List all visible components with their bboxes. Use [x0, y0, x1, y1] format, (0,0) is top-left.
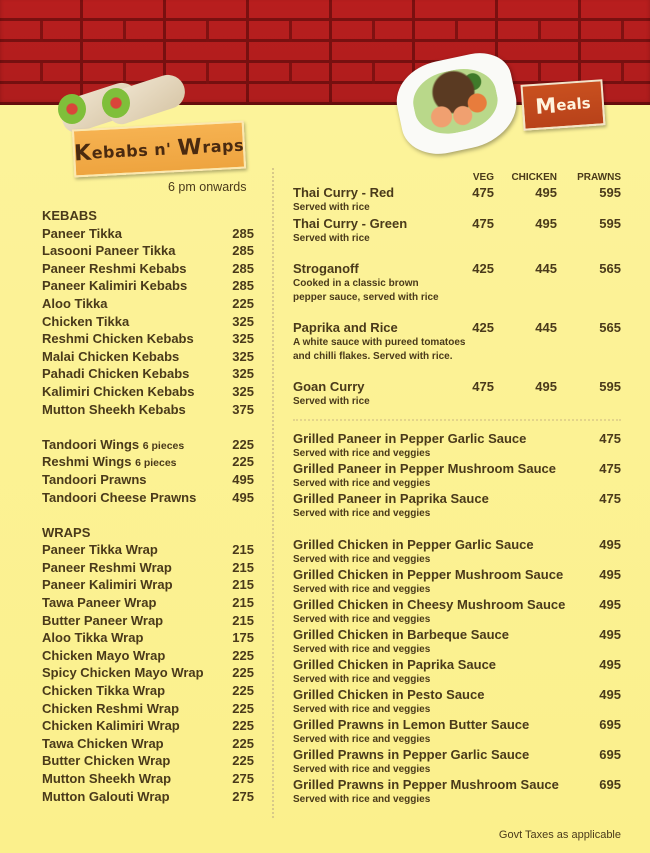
grill-description: Served with rice and veggies — [293, 764, 431, 775]
grill-item — [293, 491, 621, 521]
grill-item-row — [293, 567, 621, 583]
menu-item-row — [42, 629, 254, 647]
item-name: Paneer Kalimiri Wrap — [42, 577, 173, 593]
item-note: 6 pieces — [135, 457, 177, 470]
grill-item — [293, 567, 621, 597]
meals-section-badge — [520, 79, 605, 131]
item-name: Lasooni Paneer Tikka — [42, 243, 176, 259]
item-name: Paneer Reshmi Wrap — [42, 559, 172, 575]
col-header-chicken: CHICKEN — [511, 172, 557, 183]
grill-price: 475 — [599, 461, 621, 476]
item-price: 285 — [232, 278, 254, 294]
item-name-wrap — [42, 489, 196, 507]
grill-description: Served with rice and veggies — [293, 584, 431, 595]
grill-price: 475 — [599, 491, 621, 506]
grill-price: 495 — [599, 687, 621, 702]
item-name-wrap — [42, 383, 194, 401]
grill-name: Grilled Prawns in Pepper Garlic Sauce — [293, 747, 530, 762]
item-price: 225 — [232, 665, 254, 681]
column-divider — [272, 168, 274, 818]
menu-item-row — [42, 260, 254, 278]
grill-item-row — [293, 747, 621, 763]
item-name-wrap — [42, 647, 165, 665]
item-name-wrap — [42, 313, 129, 331]
grill-price: 495 — [599, 627, 621, 642]
item-name-wrap — [42, 752, 170, 770]
item-price: 225 — [232, 683, 254, 699]
badge-letter: M — [534, 93, 558, 119]
menu-item-row — [42, 752, 254, 770]
meal-item — [293, 260, 621, 305]
item-name-wrap — [42, 770, 171, 788]
item-price: 275 — [232, 771, 254, 786]
meal-item — [293, 319, 621, 364]
item-name-wrap — [42, 295, 108, 313]
price-prawns: 595 — [599, 185, 621, 200]
spacer — [42, 506, 254, 524]
item-name-wrap — [42, 682, 165, 700]
menu-item-row — [42, 541, 254, 559]
grill-item-row — [293, 687, 621, 703]
meal-name: Thai Curry - Red — [293, 185, 395, 200]
menu-item-row — [42, 313, 254, 331]
item-name: Paneer Reshmi Kebabs — [42, 260, 187, 276]
meals-list — [293, 184, 621, 409]
item-price: 225 — [232, 753, 254, 769]
item-name: Mutton Sheekh Kebabs — [42, 401, 186, 417]
tandoori-list — [42, 436, 254, 506]
grill-description: Served with rice and veggies — [293, 794, 431, 805]
badge-text: raps — [201, 135, 245, 157]
meal-item-row — [293, 215, 621, 232]
item-name-wrap — [42, 541, 158, 559]
meal-name: Paprika and Rice — [293, 320, 398, 335]
price-column-headers — [293, 172, 621, 184]
grill-item — [293, 461, 621, 491]
grill-item — [293, 747, 621, 777]
wraps-list — [42, 541, 254, 805]
brick-row — [0, 21, 650, 42]
item-name: Mutton Sheekh Wrap — [42, 771, 172, 786]
item-name-wrap — [42, 471, 147, 489]
meal-item — [293, 184, 621, 215]
grill-name: Grilled Paneer in Pepper Garlic Sauce — [293, 431, 527, 446]
grill-price: 495 — [599, 597, 621, 612]
item-name-wrap — [42, 735, 164, 753]
grill-item-row — [293, 717, 621, 733]
grill-name: Grilled Chicken in Pesto Sauce — [293, 687, 485, 702]
price-veg: 425 — [472, 261, 494, 276]
menu-item-row — [42, 576, 254, 594]
grill-description: Served with rice and veggies — [293, 644, 431, 655]
item-name: Tandoori Prawns — [42, 471, 147, 487]
item-price: 225 — [232, 647, 254, 663]
meal-description: and chilli flakes. Served with rice. — [293, 351, 453, 362]
col-header-prawns: PRAWNS — [577, 172, 621, 183]
menu-item-row — [42, 594, 254, 612]
wraps-heading: WRAPS — [42, 524, 91, 540]
grill-name: Grilled Chicken in Paprika Sauce — [293, 657, 497, 672]
service-hours-note: 6 pm onwards — [168, 180, 247, 194]
grill-name: Grilled Chicken in Pepper Garlic Sauce — [293, 537, 534, 552]
menu-item-row — [42, 225, 254, 243]
price-veg: 475 — [472, 216, 494, 231]
menu-item-row — [42, 735, 254, 753]
menu-item-row — [42, 700, 254, 718]
item-name-wrap — [42, 612, 163, 630]
item-price: 325 — [232, 348, 254, 364]
item-price: 325 — [232, 331, 254, 347]
price-veg: 425 — [472, 320, 494, 335]
item-name: Aloo Tikka — [42, 295, 108, 311]
kebabs-wraps-column — [42, 207, 254, 805]
price-prawns: 565 — [599, 320, 621, 335]
item-price: 215 — [232, 577, 254, 593]
item-name-wrap — [42, 453, 177, 471]
grill-item-row — [293, 657, 621, 673]
grill-item — [293, 627, 621, 657]
menu-item-row — [42, 647, 254, 665]
menu-item-row — [42, 612, 254, 630]
price-veg: 475 — [472, 185, 494, 200]
item-name: Reshmi Wings — [42, 454, 132, 470]
grill-description: Served with rice and veggies — [293, 614, 431, 625]
menu-item-row — [42, 277, 254, 295]
meal-item-row — [293, 378, 621, 395]
menu-item-row — [42, 453, 254, 471]
meal-description: pepper sauce, served with rice — [293, 292, 439, 303]
badge-text: eals — [555, 94, 592, 115]
menu-item-row — [42, 242, 254, 260]
badge-text: ebabs n' — [91, 138, 179, 163]
item-name: Butter Chicken Wrap — [42, 753, 171, 769]
item-name: Paneer Tikka — [42, 225, 122, 241]
item-name: Paneer Kalimiri Kebabs — [42, 278, 188, 294]
item-name: Chicken Reshmi Wrap — [42, 700, 180, 716]
grilled-paneer-list — [293, 431, 621, 521]
meal-description: Served with rice — [293, 396, 370, 407]
price-chicken: 495 — [535, 185, 557, 200]
meal-item-row — [293, 260, 621, 277]
menu-item-row — [42, 770, 254, 788]
price-prawns: 595 — [599, 216, 621, 231]
grill-item — [293, 657, 621, 687]
grill-description: Served with rice and veggies — [293, 704, 431, 715]
item-name: Malai Chicken Kebabs — [42, 348, 180, 364]
meal-name: Goan Curry — [293, 379, 365, 394]
grill-item — [293, 431, 621, 461]
item-name-wrap — [42, 401, 186, 419]
item-price: 225 — [232, 454, 254, 470]
wrap-filling-icon — [58, 94, 86, 124]
item-name: Pahadi Chicken Kebabs — [42, 366, 190, 382]
item-price: 215 — [232, 559, 254, 575]
grill-item-row — [293, 431, 621, 447]
menu-item-row — [42, 471, 254, 489]
grill-description: Served with rice and veggies — [293, 448, 431, 459]
grill-item — [293, 687, 621, 717]
item-name-wrap — [42, 277, 187, 295]
item-price: 225 — [232, 718, 254, 734]
badge-letter: K — [73, 140, 93, 166]
item-price: 215 — [232, 612, 254, 628]
grill-description: Served with rice and veggies — [293, 734, 431, 745]
kebabs-list — [42, 225, 254, 419]
grill-price: 695 — [599, 747, 621, 762]
item-name: Aloo Tikka Wrap — [42, 630, 144, 646]
menu-item-row — [42, 295, 254, 313]
item-name-wrap — [42, 717, 180, 735]
item-price: 375 — [232, 401, 254, 417]
item-price: 225 — [232, 735, 254, 751]
price-veg: 475 — [472, 379, 494, 394]
item-name: Butter Paneer Wrap — [42, 612, 164, 628]
grilled-chicken-prawns-list — [293, 537, 621, 807]
meal-name: Stroganoff — [293, 261, 359, 276]
item-name-wrap — [42, 576, 173, 594]
item-price: 285 — [232, 243, 254, 259]
meal-name: Thai Curry - Green — [293, 216, 408, 231]
item-name: Kalimiri Chicken Kebabs — [42, 383, 195, 399]
grill-item-row — [293, 461, 621, 477]
kebabs-wraps-section-badge — [72, 121, 246, 178]
item-name-wrap — [42, 559, 172, 577]
item-price: 325 — [232, 366, 254, 382]
grill-price: 475 — [599, 431, 621, 446]
menu-item-row — [42, 348, 254, 366]
item-price: 495 — [232, 489, 254, 505]
badge-letter: W — [176, 134, 203, 161]
price-chicken: 495 — [535, 216, 557, 231]
meal-item — [293, 378, 621, 409]
col-header-veg: VEG — [472, 172, 494, 183]
menu-item-row — [42, 489, 254, 507]
item-name-wrap — [42, 348, 179, 366]
menu-item-row — [42, 717, 254, 735]
item-name-wrap — [42, 330, 194, 348]
price-chicken: 495 — [535, 379, 557, 394]
grill-name: Grilled Chicken in Barbeque Sauce — [293, 627, 510, 642]
item-price: 495 — [232, 471, 254, 487]
item-name: Mutton Galouti Wrap — [42, 788, 170, 804]
grill-item — [293, 537, 621, 567]
item-name-wrap — [42, 436, 184, 454]
item-name-wrap — [42, 629, 143, 647]
menu-item-row — [42, 365, 254, 383]
grill-description: Served with rice and veggies — [293, 508, 431, 519]
spacer — [293, 521, 621, 537]
grill-item — [293, 597, 621, 627]
grill-description: Served with rice and veggies — [293, 554, 431, 565]
grill-item — [293, 777, 621, 807]
item-name: Tawa Chicken Wrap — [42, 735, 164, 751]
grill-item — [293, 717, 621, 747]
item-name-wrap — [42, 225, 122, 243]
grill-name: Grilled Chicken in Pepper Mushroom Sauce — [293, 567, 564, 582]
menu-item-row — [42, 664, 254, 682]
item-note: 6 pieces — [142, 439, 185, 452]
meal-description: Cooked in a classic brown — [293, 278, 419, 289]
meal-description: Served with rice — [293, 202, 370, 213]
item-price: 285 — [232, 260, 254, 276]
item-name: Tandoori Cheese Prawns — [42, 489, 197, 505]
kebabs-heading: KEBABS — [42, 208, 97, 223]
menu-item-row — [42, 559, 254, 577]
section-divider — [293, 419, 621, 421]
item-name-wrap — [42, 788, 170, 806]
item-name: Chicken Tikka Wrap — [42, 683, 166, 699]
meal-description: A white sauce with pureed tomatoes — [293, 337, 466, 348]
menu-item-row — [42, 436, 254, 454]
price-prawns: 565 — [599, 261, 621, 276]
item-price: 225 — [232, 436, 254, 452]
item-name: Spicy Chicken Mayo Wrap — [42, 665, 204, 681]
grill-name: Grilled Paneer in Pepper Mushroom Sauce — [293, 461, 556, 476]
meals-column — [293, 172, 621, 807]
grill-description: Served with rice and veggies — [293, 674, 431, 685]
grill-description: Served with rice and veggies — [293, 478, 431, 489]
grill-item-row — [293, 597, 621, 613]
wrap-filling-icon — [102, 88, 130, 118]
price-chicken: 445 — [535, 320, 557, 335]
item-price: 285 — [232, 225, 254, 241]
item-name-wrap — [42, 242, 175, 260]
item-name: Paneer Tikka Wrap — [42, 542, 158, 558]
item-name-wrap — [42, 365, 189, 383]
item-name-wrap — [42, 260, 187, 278]
menu-item-row — [42, 682, 254, 700]
menu-item-row — [42, 788, 254, 806]
taxes-footnote: Govt Taxes as applicable — [498, 829, 621, 841]
grill-price: 495 — [599, 567, 621, 582]
item-price: 325 — [232, 383, 254, 399]
item-name: Chicken Tikka — [42, 313, 130, 329]
grill-item-row — [293, 491, 621, 507]
grill-name: Grilled Chicken in Cheesy Mushroom Sauce — [293, 597, 566, 612]
meal-item — [293, 215, 621, 246]
meal-item-row — [293, 184, 621, 201]
item-name-wrap — [42, 700, 179, 718]
grill-price: 695 — [599, 717, 621, 732]
meal-description: Served with rice — [293, 233, 370, 244]
item-price: 325 — [232, 313, 254, 329]
item-name: Tawa Paneer Wrap — [42, 595, 157, 611]
grill-item-row — [293, 537, 621, 553]
item-name: Chicken Kalimiri Wrap — [42, 718, 180, 734]
item-price: 225 — [232, 700, 254, 716]
grill-price: 495 — [599, 537, 621, 552]
menu-item-row — [42, 401, 254, 419]
item-price: 215 — [232, 542, 254, 558]
grill-item-row — [293, 627, 621, 643]
grill-price: 695 — [599, 777, 621, 792]
grill-item-row — [293, 777, 621, 793]
item-price: 215 — [232, 595, 254, 611]
item-name: Reshmi Chicken Kebabs — [42, 331, 194, 347]
grill-name: Grilled Prawns in Lemon Butter Sauce — [293, 717, 530, 732]
item-price: 175 — [232, 630, 254, 646]
item-name-wrap — [42, 594, 156, 612]
spacer — [42, 418, 254, 436]
meal-item-row — [293, 319, 621, 336]
price-prawns: 595 — [599, 379, 621, 394]
plate-food-icon — [408, 62, 503, 140]
menu-item-row — [42, 330, 254, 348]
menu-item-row — [42, 383, 254, 401]
item-price: 225 — [232, 295, 254, 311]
item-name: Chicken Mayo Wrap — [42, 647, 166, 663]
grill-name: Grilled Prawns in Pepper Mushroom Sauce — [293, 777, 559, 792]
item-name: Tandoori Wings — [42, 436, 140, 452]
item-name-wrap — [42, 664, 204, 682]
price-chicken: 445 — [535, 261, 557, 276]
grill-name: Grilled Paneer in Paprika Sauce — [293, 491, 489, 506]
grill-price: 495 — [599, 657, 621, 672]
item-price: 275 — [232, 788, 254, 804]
